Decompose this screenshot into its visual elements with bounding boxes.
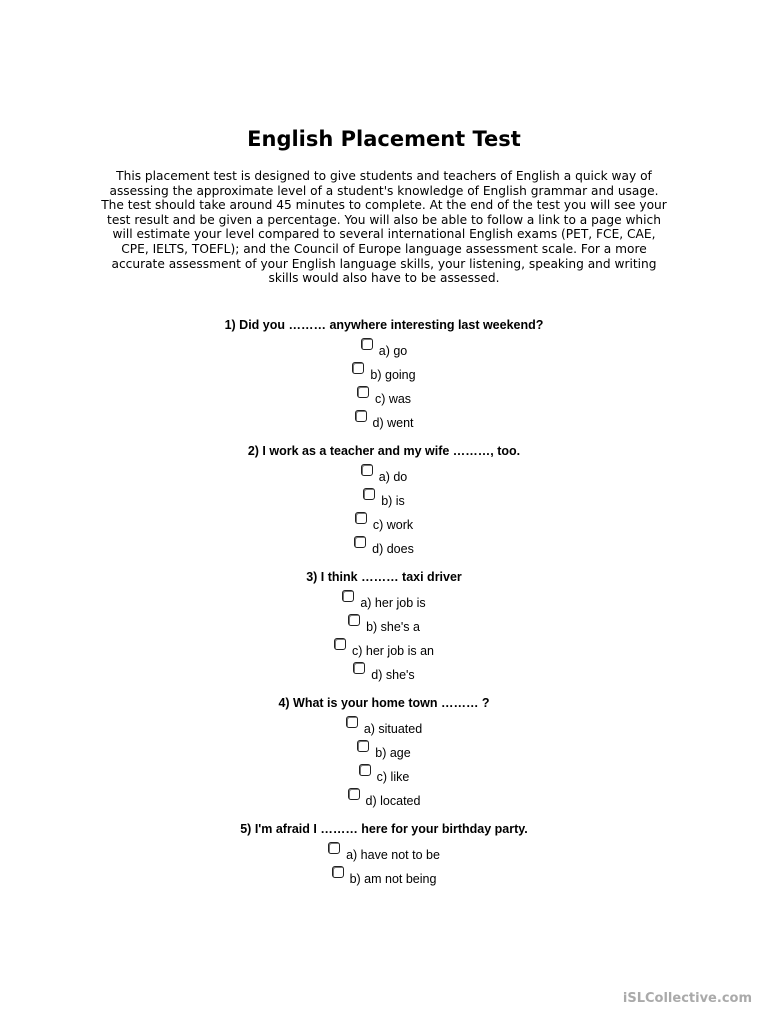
- question-2: [0, 442, 768, 560]
- option-label: a) have not to be: [346, 848, 440, 862]
- option[interactable]: [0, 662, 768, 686]
- option-label: a) her job is: [360, 596, 426, 610]
- option[interactable]: [0, 536, 768, 560]
- question-text: 2) I work as a teacher and my wife ………, too.: [247, 444, 521, 458]
- options-list: [0, 590, 768, 686]
- option[interactable]: [0, 386, 768, 410]
- radio-button[interactable]: [328, 842, 340, 854]
- question-5: [0, 820, 768, 890]
- option[interactable]: [0, 764, 768, 788]
- question-1: [0, 316, 768, 434]
- option[interactable]: [0, 362, 768, 386]
- option-label: c) her job is an: [352, 644, 434, 658]
- option-label: a) situated: [363, 722, 423, 736]
- radio-button[interactable]: [361, 464, 373, 476]
- radio-button[interactable]: [361, 338, 373, 350]
- option-label: b) am not being: [349, 872, 437, 886]
- radio-button[interactable]: [363, 488, 375, 500]
- radio-button[interactable]: [332, 866, 344, 878]
- option-label: c) work: [372, 518, 414, 532]
- radio-button[interactable]: [346, 716, 358, 728]
- option[interactable]: [0, 338, 768, 362]
- option-label: c) like: [376, 770, 410, 784]
- option[interactable]: [0, 788, 768, 812]
- radio-button[interactable]: [354, 536, 366, 548]
- option[interactable]: [0, 866, 768, 890]
- question-text: 4) What is your home town ……… ?: [278, 696, 490, 710]
- option-label: d) went: [372, 416, 414, 430]
- option-label: b) age: [375, 746, 411, 760]
- options-list: [0, 464, 768, 560]
- option[interactable]: [0, 842, 768, 866]
- option-label: d) she's: [371, 668, 415, 682]
- option[interactable]: [0, 590, 768, 614]
- option-label: d) located: [365, 794, 421, 808]
- radio-button[interactable]: [342, 590, 354, 602]
- option-label: a) go: [378, 344, 408, 358]
- question-text: 1) Did you ……… anywhere interesting last weekend?: [224, 318, 544, 332]
- option-label: b) she's a: [366, 620, 420, 634]
- radio-button[interactable]: [357, 740, 369, 752]
- question-text: 3) I think ……… taxi driver: [306, 570, 462, 584]
- option[interactable]: [0, 512, 768, 536]
- radio-button[interactable]: [357, 386, 369, 398]
- intro-paragraph: This placement test is designed to give students and teachers of English a quick way of assessing the approximate level of a student's knowledge of English grammar and usage. The test should take around 45 minutes to complete. At the end of the test you will see your test result and be given a percentage. You will also be able to follow a link to a page which will estimate your level compared to several international English exams (PET, FCE, CAE, CPE, IELTS, TOEFL); and the Council of Europe language assessment scale. For a more accurate assessment of your English language skills, your listening, speaking and writing skills would also have to be assessed.: [101, 169, 667, 286]
- option-label: a) do: [378, 470, 408, 484]
- radio-button[interactable]: [352, 362, 364, 374]
- radio-button[interactable]: [353, 662, 365, 674]
- radio-button[interactable]: [348, 788, 360, 800]
- option[interactable]: [0, 488, 768, 512]
- radio-button[interactable]: [334, 638, 346, 650]
- radio-button[interactable]: [348, 614, 360, 626]
- question-list: [0, 316, 768, 898]
- options-list: [0, 716, 768, 812]
- option-label: d) does: [372, 542, 414, 556]
- question-4: [0, 694, 768, 812]
- radio-button[interactable]: [359, 764, 371, 776]
- options-list: [0, 338, 768, 434]
- option[interactable]: [0, 638, 768, 662]
- option[interactable]: [0, 410, 768, 434]
- question-3: [0, 568, 768, 686]
- question-text: 5) I'm afraid I ……… here for your birthday party.: [240, 822, 528, 836]
- radio-button[interactable]: [355, 410, 367, 422]
- option-label: c) was: [374, 392, 412, 406]
- options-list: [0, 842, 768, 890]
- option[interactable]: [0, 716, 768, 740]
- option[interactable]: [0, 740, 768, 764]
- page-title: English Placement Test: [247, 127, 521, 151]
- watermark: iSLCollective.com: [622, 991, 752, 1006]
- option[interactable]: [0, 464, 768, 488]
- option-label: b) is: [381, 494, 405, 508]
- radio-button[interactable]: [355, 512, 367, 524]
- option[interactable]: [0, 614, 768, 638]
- option-label: b) going: [370, 368, 416, 382]
